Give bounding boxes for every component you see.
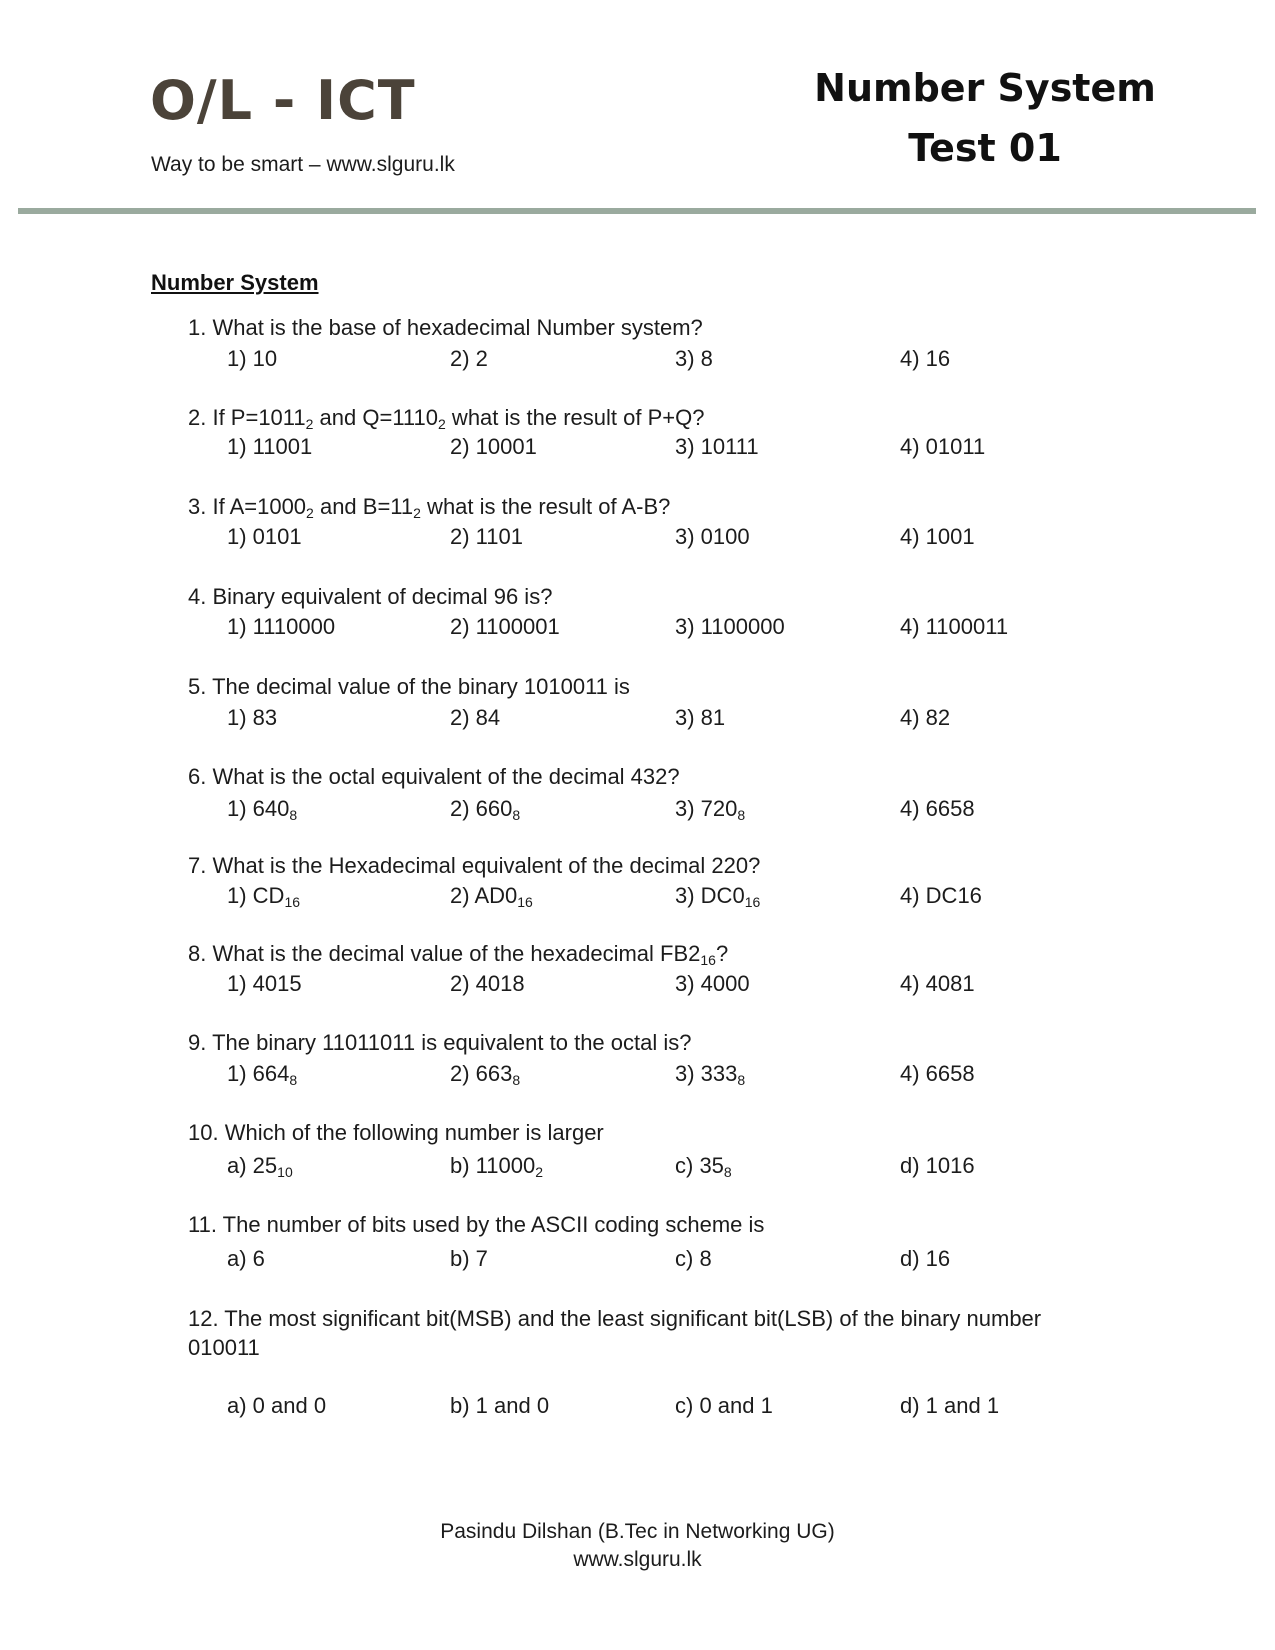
text-segment: 3) DC0: [675, 883, 745, 908]
answer-option: [900, 1153, 975, 1179]
answer-option: [450, 971, 525, 997]
text-segment: 2) 1101: [450, 524, 523, 549]
answer-option: [227, 1061, 297, 1087]
footer-website: www.slguru.lk: [573, 1548, 702, 1571]
question-text-line2: 010011: [188, 1335, 260, 1360]
answer-option: [675, 1246, 712, 1272]
answer-option: [227, 971, 302, 997]
answer-option: [227, 614, 335, 640]
subscript: 8: [723, 1164, 732, 1180]
answer-option: [675, 1061, 745, 1087]
text-segment: c) 0 and 1: [675, 1393, 773, 1418]
answer-option: [227, 1153, 293, 1179]
answer-option: [450, 883, 533, 909]
subscript: 2: [535, 1164, 544, 1180]
text-segment: 3) 0100: [675, 524, 750, 549]
text-segment: 1) 664: [227, 1061, 290, 1086]
text-segment: a) 6: [227, 1246, 265, 1271]
text-segment: and Q=1110: [313, 405, 439, 430]
text-segment: 6. What is the octal equivalent of the decimal 432?: [188, 764, 680, 789]
text-segment: b) 1 and 0: [450, 1393, 550, 1418]
answer-option: [900, 883, 982, 909]
answer-option: [450, 614, 560, 640]
text-segment: 4) 6658: [900, 796, 975, 821]
answer-option: [675, 1393, 773, 1419]
question-text: [188, 494, 670, 520]
text-segment: d) 1016: [900, 1153, 975, 1178]
text-segment: b) 11000: [450, 1153, 536, 1178]
subscript: 2: [438, 416, 446, 432]
question-text: [188, 1030, 692, 1056]
answer-option: [675, 705, 725, 731]
question-text: [188, 405, 704, 431]
question-text: [188, 1212, 764, 1238]
text-segment: 8. What is the decimal value of the hexadecimal FB2: [188, 941, 701, 966]
answer-option: [227, 1246, 265, 1272]
answer-option: [227, 346, 277, 372]
subscript: 10: [277, 1164, 293, 1180]
subscript: 8: [289, 1072, 298, 1088]
answer-option: [450, 1393, 549, 1419]
text-segment: 3) 81: [675, 705, 726, 730]
answer-option: [227, 1393, 326, 1419]
text-segment: b) 7: [450, 1246, 488, 1271]
answer-option: [675, 614, 785, 640]
question-text: [188, 1120, 604, 1146]
text-segment: 2) 4018: [450, 971, 525, 996]
subscript: 8: [737, 807, 746, 823]
text-segment: 2) 10001: [450, 434, 537, 459]
text-segment: 2) 660: [450, 796, 513, 821]
answer-option: [450, 1061, 520, 1087]
text-segment: 4) 1001: [900, 524, 975, 549]
answer-option: [450, 1153, 543, 1179]
question-text: [188, 764, 680, 790]
answer-option: [450, 796, 520, 822]
text-segment: 7. What is the Hexadecimal equivalent of the decimal 220?: [188, 853, 761, 878]
text-segment: 1) 10: [227, 346, 278, 371]
text-segment: 2. If P=1011: [188, 405, 306, 430]
answer-option: [450, 1246, 488, 1272]
text-segment: 3) 10111: [675, 434, 759, 459]
answer-option: [450, 434, 537, 460]
subscript: 8: [289, 807, 298, 823]
text-segment: 2) AD0: [450, 883, 518, 908]
text-segment: a) 0 and 0: [227, 1393, 327, 1418]
text-segment: 10. Which of the following number is larger: [188, 1120, 604, 1145]
text-segment: 4) 1100011: [900, 614, 1009, 639]
answer-option: [675, 883, 760, 909]
text-segment: 3. If A=1000: [188, 494, 307, 519]
answer-option: [227, 434, 312, 460]
answer-option: [227, 524, 302, 550]
text-segment: and B=11: [313, 494, 414, 519]
subscript: 16: [517, 894, 533, 910]
subscript: 2: [413, 505, 421, 521]
answer-option: [227, 883, 300, 909]
answer-option: [450, 524, 523, 550]
text-segment: 1) CD: [227, 883, 285, 908]
text-segment: 1. What is the base of hexadecimal Number system?: [188, 315, 703, 340]
text-segment: 12. The most significant bit(MSB) and the least significant bit(LSB) of the binary number: [188, 1306, 1042, 1331]
answer-option: [900, 705, 950, 731]
section-heading: Number System: [151, 270, 319, 295]
text-segment: 1) 1110000: [227, 614, 336, 639]
subscript: 8: [737, 1072, 746, 1088]
subscript: 2: [306, 505, 314, 521]
brand-title: O/L - ICT: [150, 69, 416, 132]
answer-option: [675, 434, 759, 460]
text-segment: 1) 640: [227, 796, 290, 821]
subscript: 16: [284, 894, 301, 910]
answer-option: [675, 1153, 732, 1179]
text-segment: what is the result of P+Q?: [445, 405, 705, 430]
text-segment: 4) 82: [900, 705, 951, 730]
answer-option: [900, 434, 985, 460]
text-segment: 2) 663: [450, 1061, 513, 1086]
text-segment: 4) 6658: [900, 1061, 975, 1086]
text-segment: 11. The number of bits used by the ASCII coding scheme is: [188, 1212, 765, 1237]
footer-author: Pasindu Dilshan (B.Tec in Networking UG): [440, 1520, 835, 1543]
text-segment: 1) 4015: [227, 971, 302, 996]
text-segment: 4. Binary equivalent of decimal 96 is?: [188, 584, 553, 609]
text-segment: 4) DC16: [900, 883, 982, 908]
text-segment: 1) 0101: [227, 524, 302, 549]
answer-option: [900, 1061, 975, 1087]
answer-option: [227, 796, 297, 822]
text-segment: 4) 01011: [900, 434, 986, 459]
answer-option: [675, 796, 745, 822]
header-divider: [18, 208, 1256, 214]
subscript: 8: [512, 1072, 521, 1088]
answer-option: [450, 346, 488, 372]
answer-option: [900, 1393, 999, 1419]
text-segment: 2) 84: [450, 705, 501, 730]
question-text: [188, 1306, 1041, 1332]
text-segment: 3) 1100000: [675, 614, 785, 639]
test-title-line1: Number System: [814, 66, 1156, 110]
text-segment: 9. The binary 11011011 is equivalent to the octal is?: [188, 1030, 692, 1055]
text-segment: 5. The decimal value of the binary 1010011 is: [188, 674, 630, 699]
text-segment: 2) 2: [450, 346, 488, 371]
subscript: 16: [744, 894, 761, 910]
subscript: 8: [512, 807, 521, 823]
answer-option: [675, 524, 750, 550]
text-segment: 4) 4081: [900, 971, 975, 996]
text-segment: a) 25: [227, 1153, 278, 1178]
test-title-line2: Test 01: [908, 126, 1062, 170]
text-segment: 4) 16: [900, 346, 951, 371]
question-text: [188, 584, 552, 610]
question-text: [188, 674, 630, 700]
text-segment: ?: [715, 941, 729, 966]
text-segment: what is the result of A-B?: [420, 494, 671, 519]
answer-option: [450, 705, 500, 731]
question-text: [188, 941, 728, 967]
answer-option: [900, 524, 975, 550]
answer-option: [900, 1246, 950, 1272]
answer-option: [900, 796, 975, 822]
subscript: 16: [700, 952, 716, 968]
text-segment: 3) 4000: [675, 971, 750, 996]
question-text: [188, 853, 760, 879]
text-segment: c) 8: [675, 1246, 712, 1271]
brand-tagline: Way to be smart – www.slguru.lk: [151, 153, 455, 176]
answer-option: [227, 705, 277, 731]
text-segment: 3) 333: [675, 1061, 738, 1086]
answer-option: [675, 346, 713, 372]
subscript: 2: [305, 416, 314, 432]
answer-option: [900, 971, 975, 997]
text-segment: 1) 11001: [227, 434, 313, 459]
text-segment: d) 16: [900, 1246, 951, 1271]
text-segment: 3) 720: [675, 796, 738, 821]
text-segment: 2) 1100001: [450, 614, 560, 639]
text-segment: d) 1 and 1: [900, 1393, 1000, 1418]
text-segment: 3) 8: [675, 346, 713, 371]
text-segment: 1) 83: [227, 705, 278, 730]
test-title: [760, 58, 1210, 178]
answer-option: [900, 346, 950, 372]
answer-option: [675, 971, 750, 997]
text-segment: c) 35: [675, 1153, 724, 1178]
question-text: [188, 315, 703, 341]
answer-option: [900, 614, 1008, 640]
